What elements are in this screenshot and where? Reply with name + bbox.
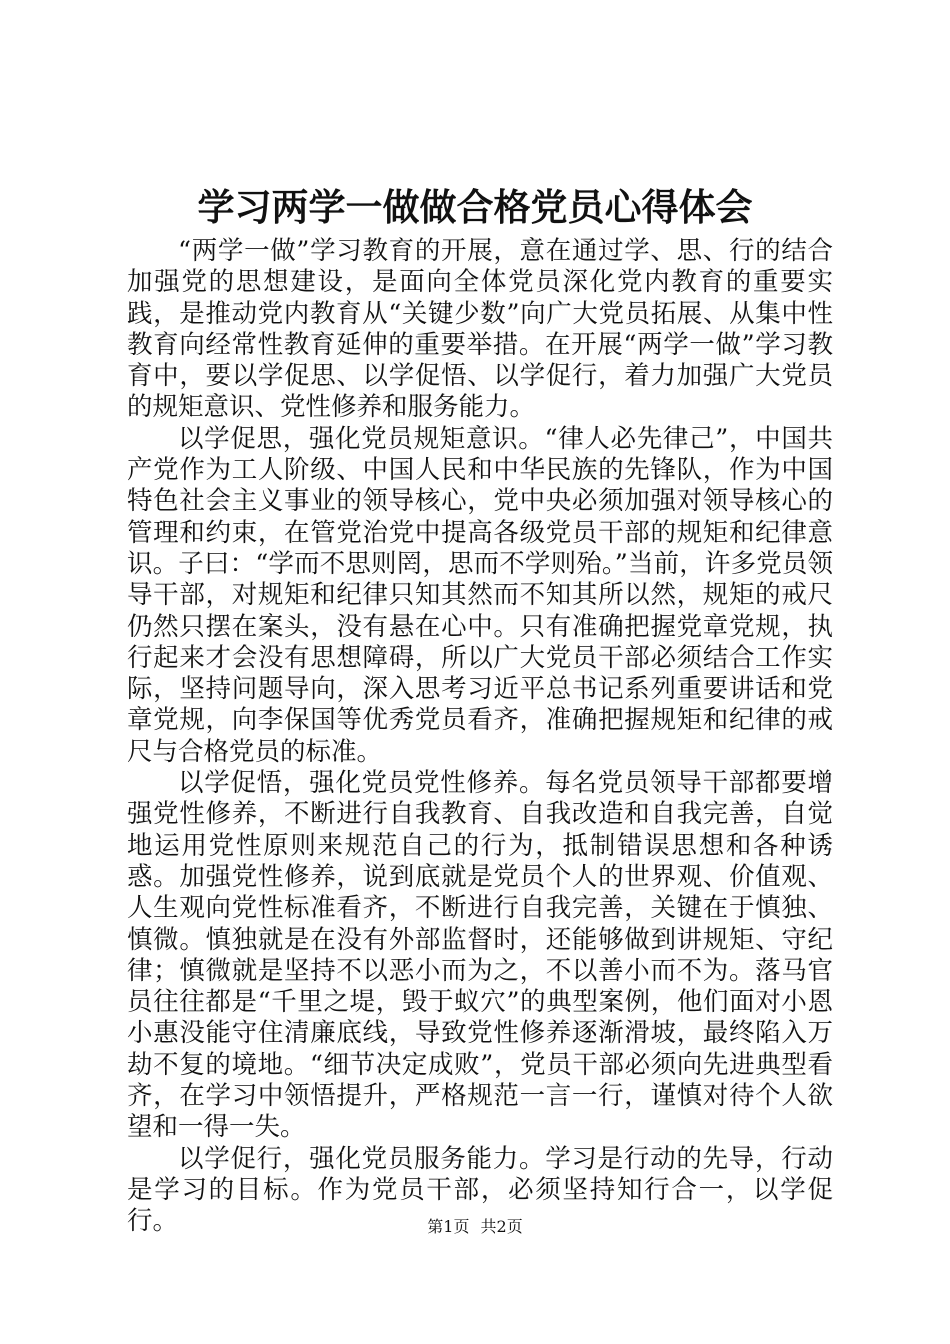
paragraph: 以学促行，强化党员服务能力。学习是行动的先导，行动是学习的目标。作为党员干部，必须坚持知行合一，以学促行。 — [127, 1143, 833, 1237]
paragraph: “两学一做”学习教育的开展，意在通过学、思、行的结合加强党的思想建设，是面向全体党员深化党内教育的重要实践，是推动党内教育从“关键少数”向广大党员拓展、从集中性教育向经常性教育延伸的重要举措。在开展“两学一做”学习教育中，要以学促思、以学促悟、以学促行，着力加强广大党员的规矩意识、党性修养和服务能力。 — [127, 236, 833, 423]
page-number: 第1页 — [427, 1217, 470, 1236]
paragraph: 以学促思，强化党员规矩意识。“律人必先律己”，中国共产党作为工人阶级、中国人民和中华民族的先锋队，作为中国特色社会主义事业的领导核心，党中央必须加强对领导核心的管理和约束，在管党治党中提高各级党员干部的规矩和纪律意识。子曰：“学而不思则罔，思而不学则殆。”当前，许多党员领导干部，对规矩和纪律只知其然而不知其所以然，规矩的戒尺仍然只摆在案头，没有悬在心中。只有准确把握党章党规，执行起来才会没有思想障碍，所以广大党员干部必须结合工作实际，坚持问题导向，深入思考习近平总书记系列重要讲话和党章党规，向李保国等优秀党员看齐，准确把握规矩和纪律的戒尺与合格党员的标准。 — [127, 423, 833, 767]
document-title: 学习两学一做做合格党员心得体会 — [197, 186, 753, 229]
page-total: 共2页 — [480, 1217, 523, 1236]
paragraph: 以学促悟，强化党员党性修养。每名党员领导干部都要增强党性修养，不断进行自我教育、自我改造和自我完善，自觉地运用党性原则来规范自己的行为，抵制错误思想和各种诱惑。加强党性修养，说到底就是党员个人的世界观、价值观、人生观向党性标准看齐，不断进行自我完善，关键在于慎独、慎微。慎独就是在没有外部监督时，还能够做到讲规矩、守纪律；慎微就是坚持不以恶小而为之，不以善小而不为。落马官员往往都是“千里之堤，毁于蚁穴”的典型案例，他们面对小恩小惠没能守住清廉底线，导致党性修养逐渐滑坡，最终陷入万劫不复的境地。“细节决定成败”，党员干部必须向先进典型看齐，在学习中领悟提升，严格规范一言一行，谨慎对待个人欲望和一得一失。 — [127, 768, 833, 1143]
page-footer — [0, 1216, 950, 1238]
document-body — [127, 236, 833, 1238]
